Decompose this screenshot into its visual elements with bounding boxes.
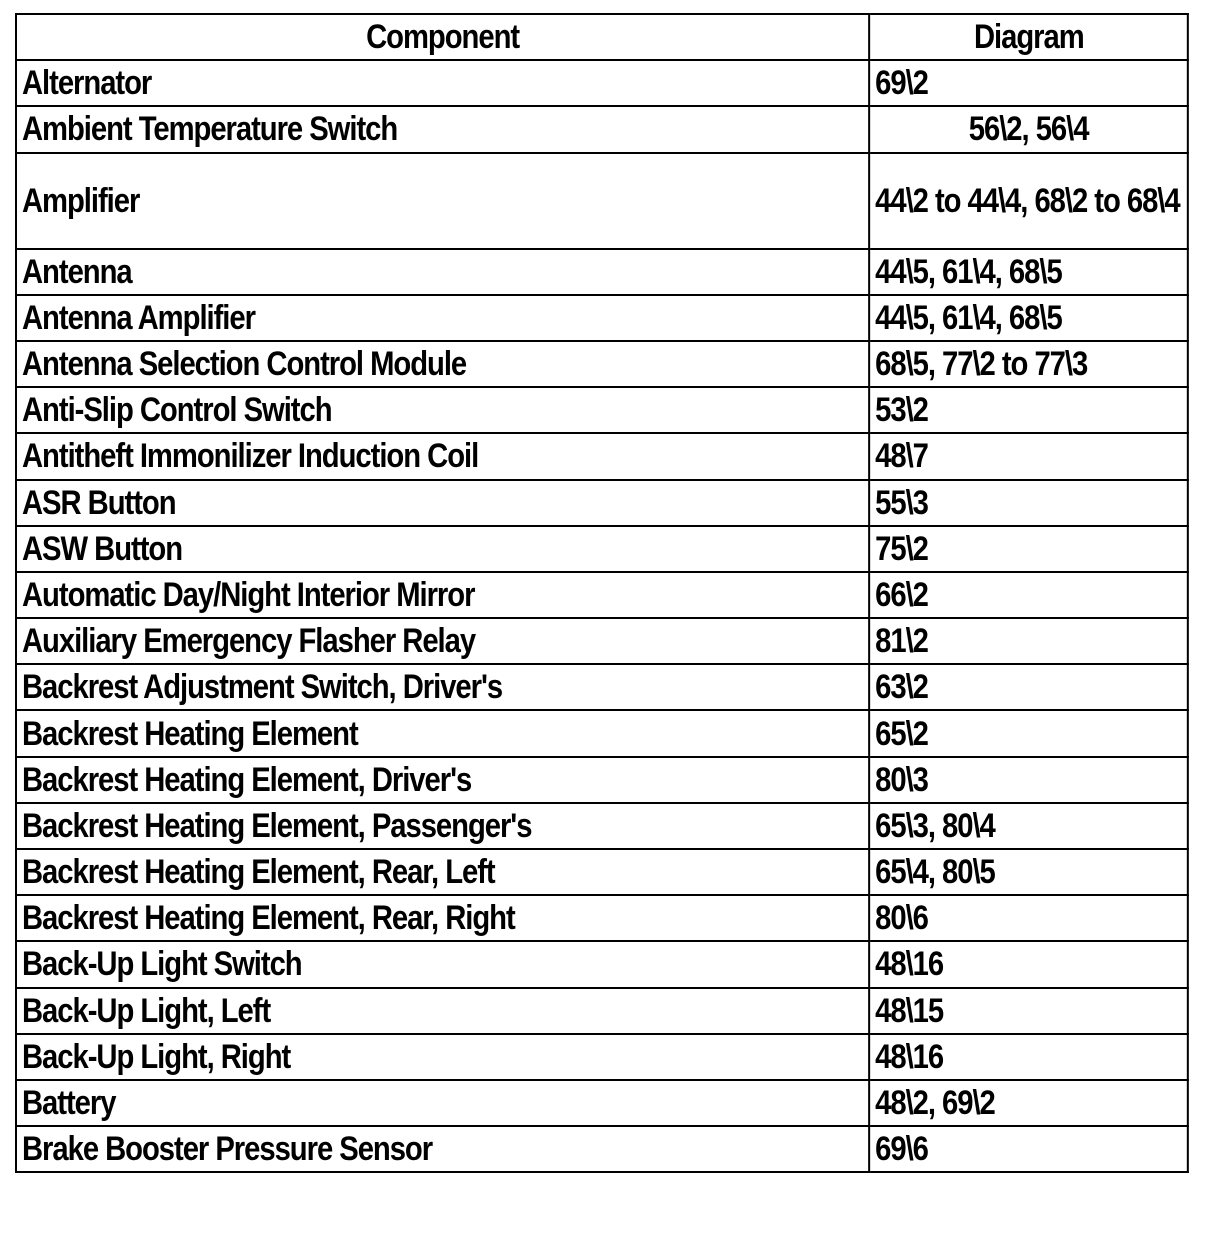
diagram-cell: 65\3, 80\4 — [869, 803, 1188, 849]
table-row — [16, 1080, 1188, 1126]
component-diagram-table — [15, 13, 1189, 1173]
diagram-cell: 75\2 — [869, 526, 1188, 572]
table-row — [16, 988, 1188, 1034]
header-row — [16, 14, 1188, 60]
table-row — [16, 433, 1188, 479]
component-cell: Back-Up Light, Right — [16, 1034, 869, 1080]
component-cell: Auxiliary Emergency Flasher Relay — [16, 618, 869, 664]
diagram-cell: 80\3 — [869, 757, 1188, 803]
table-row — [16, 153, 1188, 249]
diagram-cell: 69\6 — [869, 1126, 1188, 1172]
component-cell: ASR Button — [16, 480, 869, 526]
table-row — [16, 387, 1188, 433]
component-cell: Alternator — [16, 60, 869, 106]
table-row — [16, 849, 1188, 895]
diagram-cell: 65\2 — [869, 710, 1188, 756]
component-cell: Backrest Adjustment Switch, Driver's — [16, 664, 869, 710]
diagram-cell: 68\5, 77\2 to 77\3 — [869, 341, 1188, 387]
component-cell: Ambient Temperature Switch — [16, 106, 869, 152]
table-row — [16, 664, 1188, 710]
table-row — [16, 572, 1188, 618]
component-cell: Amplifier — [16, 153, 869, 249]
column-header-component: Component — [16, 14, 869, 60]
component-cell: Anti-Slip Control Switch — [16, 387, 869, 433]
component-cell: Back-Up Light, Left — [16, 988, 869, 1034]
diagram-cell: 44\5, 61\4, 68\5 — [869, 295, 1188, 341]
component-cell: Automatic Day/Night Interior Mirror — [16, 572, 869, 618]
table-row — [16, 480, 1188, 526]
diagram-cell: 53\2 — [869, 387, 1188, 433]
diagram-cell: 55\3 — [869, 480, 1188, 526]
component-cell: Backrest Heating Element, Rear, Left — [16, 849, 869, 895]
component-cell: Battery — [16, 1080, 869, 1126]
table-row — [16, 341, 1188, 387]
table-row — [16, 757, 1188, 803]
component-cell: Antitheft Immonilizer Induction Coil — [16, 433, 869, 479]
table-row — [16, 249, 1188, 295]
diagram-cell: 69\2 — [869, 60, 1188, 106]
diagram-cell: 65\4, 80\5 — [869, 849, 1188, 895]
table-row — [16, 895, 1188, 941]
component-cell: Antenna Amplifier — [16, 295, 869, 341]
column-header-diagram: Diagram — [869, 14, 1188, 60]
table-row — [16, 1126, 1188, 1172]
diagram-cell: 48\7 — [869, 433, 1188, 479]
table-row — [16, 526, 1188, 572]
component-cell: Backrest Heating Element — [16, 710, 869, 756]
diagram-cell: 80\6 — [869, 895, 1188, 941]
table-row — [16, 618, 1188, 664]
diagram-cell: 48\16 — [869, 1034, 1188, 1080]
diagram-cell: 66\2 — [869, 572, 1188, 618]
component-cell: ASW Button — [16, 526, 869, 572]
component-cell: Backrest Heating Element, Rear, Right — [16, 895, 869, 941]
table-row — [16, 106, 1188, 152]
table-row — [16, 60, 1188, 106]
table-row — [16, 1034, 1188, 1080]
diagram-cell: 44\5, 61\4, 68\5 — [869, 249, 1188, 295]
diagram-cell: 56\2, 56\4 — [869, 106, 1188, 152]
component-cell: Antenna Selection Control Module — [16, 341, 869, 387]
component-cell: Brake Booster Pressure Sensor — [16, 1126, 869, 1172]
diagram-cell: 48\15 — [869, 988, 1188, 1034]
component-cell: Backrest Heating Element, Driver's — [16, 757, 869, 803]
diagram-cell: 44\2 to 44\4, 68\2 to 68\4 — [869, 153, 1188, 249]
diagram-cell: 48\2, 69\2 — [869, 1080, 1188, 1126]
component-cell: Back-Up Light Switch — [16, 941, 869, 987]
table-row — [16, 941, 1188, 987]
component-cell: Backrest Heating Element, Passenger's — [16, 803, 869, 849]
table-row — [16, 803, 1188, 849]
component-cell: Antenna — [16, 249, 869, 295]
table-row — [16, 710, 1188, 756]
diagram-cell: 63\2 — [869, 664, 1188, 710]
table-row — [16, 295, 1188, 341]
diagram-cell: 81\2 — [869, 618, 1188, 664]
diagram-cell: 48\16 — [869, 941, 1188, 987]
